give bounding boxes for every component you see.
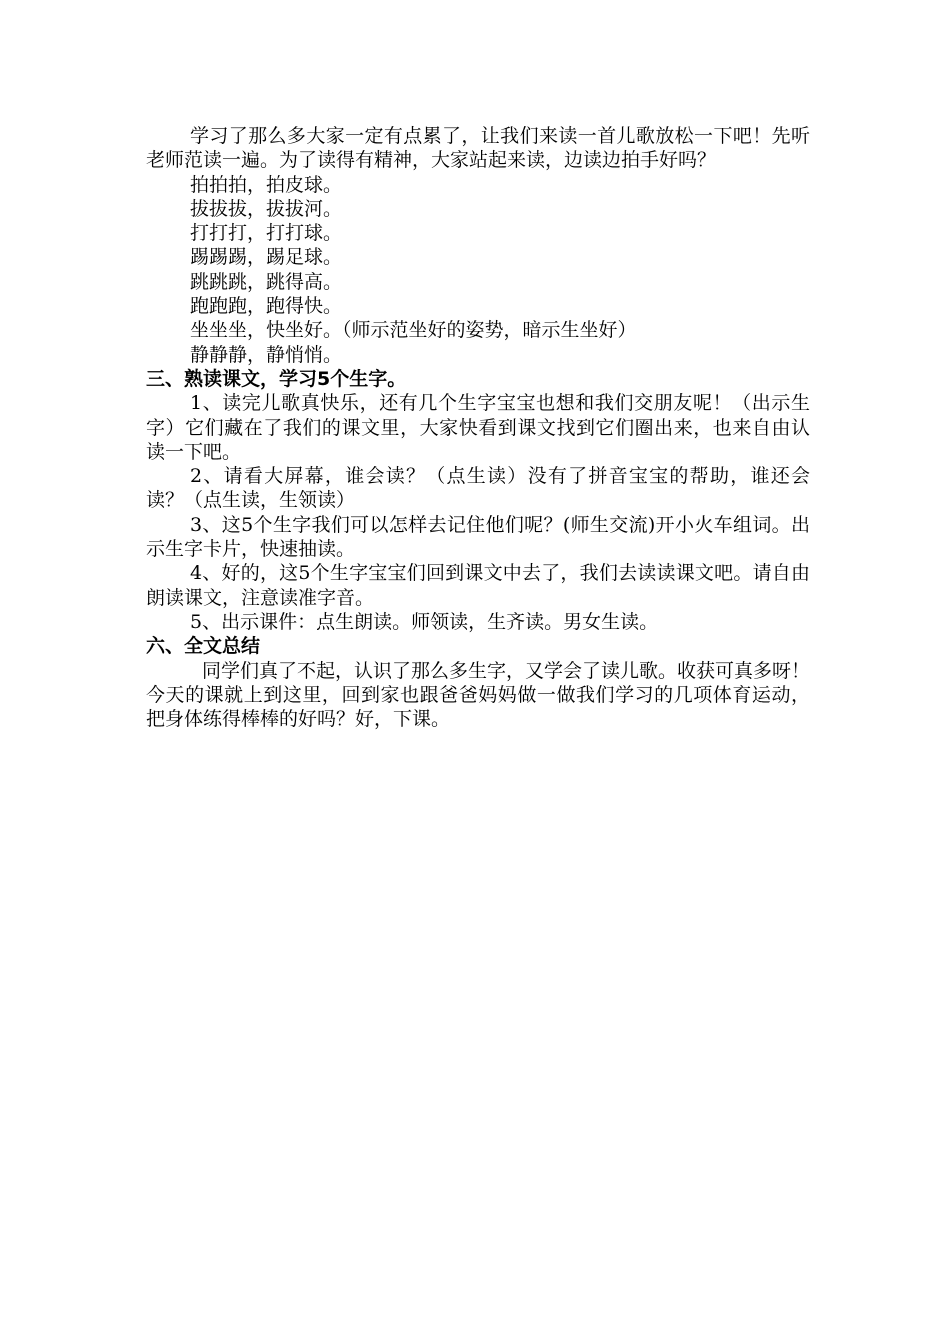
section-heading-6: 六、全文总结 xyxy=(146,635,261,658)
rhyme-line: 拔拔拔，拔拔河。 xyxy=(190,197,343,220)
document-page xyxy=(146,124,810,731)
section3-item-2: 2、请看大屏幕，谁会读？（点生读）没有了拼音宝宝的帮助，谁还会读？（点生读，生领读） xyxy=(146,465,810,512)
section3-item-5: 5、出示课件：点生朗读。师领读，生齐读。男女生读。 xyxy=(190,610,659,633)
rhyme-line: 静静静，静悄悄。 xyxy=(190,343,343,366)
summary-paragraph: 同学们真了不起，认识了那么多生字，又学会了读儿歌。收获可真多呀！今天的课就上到这里，回到家也跟爸爸妈妈做一做我们学习的几项体育运动，把身体练得棒棒的好吗？好，下课。 xyxy=(146,659,811,731)
rhyme-line: 跑跑跑，跑得快。 xyxy=(190,295,343,318)
intro-paragraph: 学习了那么多大家一定有点累了，让我们来读一首儿歌放松一下吧！先听老师范读一遍。为了读得有精神，大家站起来读，边读边拍手好吗？ xyxy=(146,125,810,172)
section-heading-3: 三、熟读课文，学习5个生字。 xyxy=(146,367,407,390)
section3-item-4: 4、好的，这5个生字宝宝们回到课文中去了，我们去读读课文吧。请自由朗读课文，注意读准字音。 xyxy=(146,562,810,609)
rhyme-line: 跳跳跳，跳得高。 xyxy=(190,270,343,293)
rhyme-line: 踢踢踢，踢足球。 xyxy=(190,246,343,269)
section3-item-1: 1、读完儿歌真快乐，还有几个生字宝宝也想和我们交朋友呢！（出示生字）它们藏在了我们的课文里，大家快看到课文找到它们圈出来，也来自由认读一下吧。 xyxy=(146,392,810,463)
nursery-rhyme xyxy=(146,173,810,367)
rhyme-line: 打打打，打打球。 xyxy=(190,222,343,245)
section3-item-3: 3、这5个生字我们可以怎样去记住他们呢？(师生交流)开小火车组词。出示生字卡片，快速抽读。 xyxy=(146,513,810,561)
rhyme-line: 坐坐坐，快坐好。（师示范坐好的姿势，暗示生坐好） xyxy=(190,319,637,342)
rhyme-line: 拍拍拍，拍皮球。 xyxy=(190,173,343,196)
